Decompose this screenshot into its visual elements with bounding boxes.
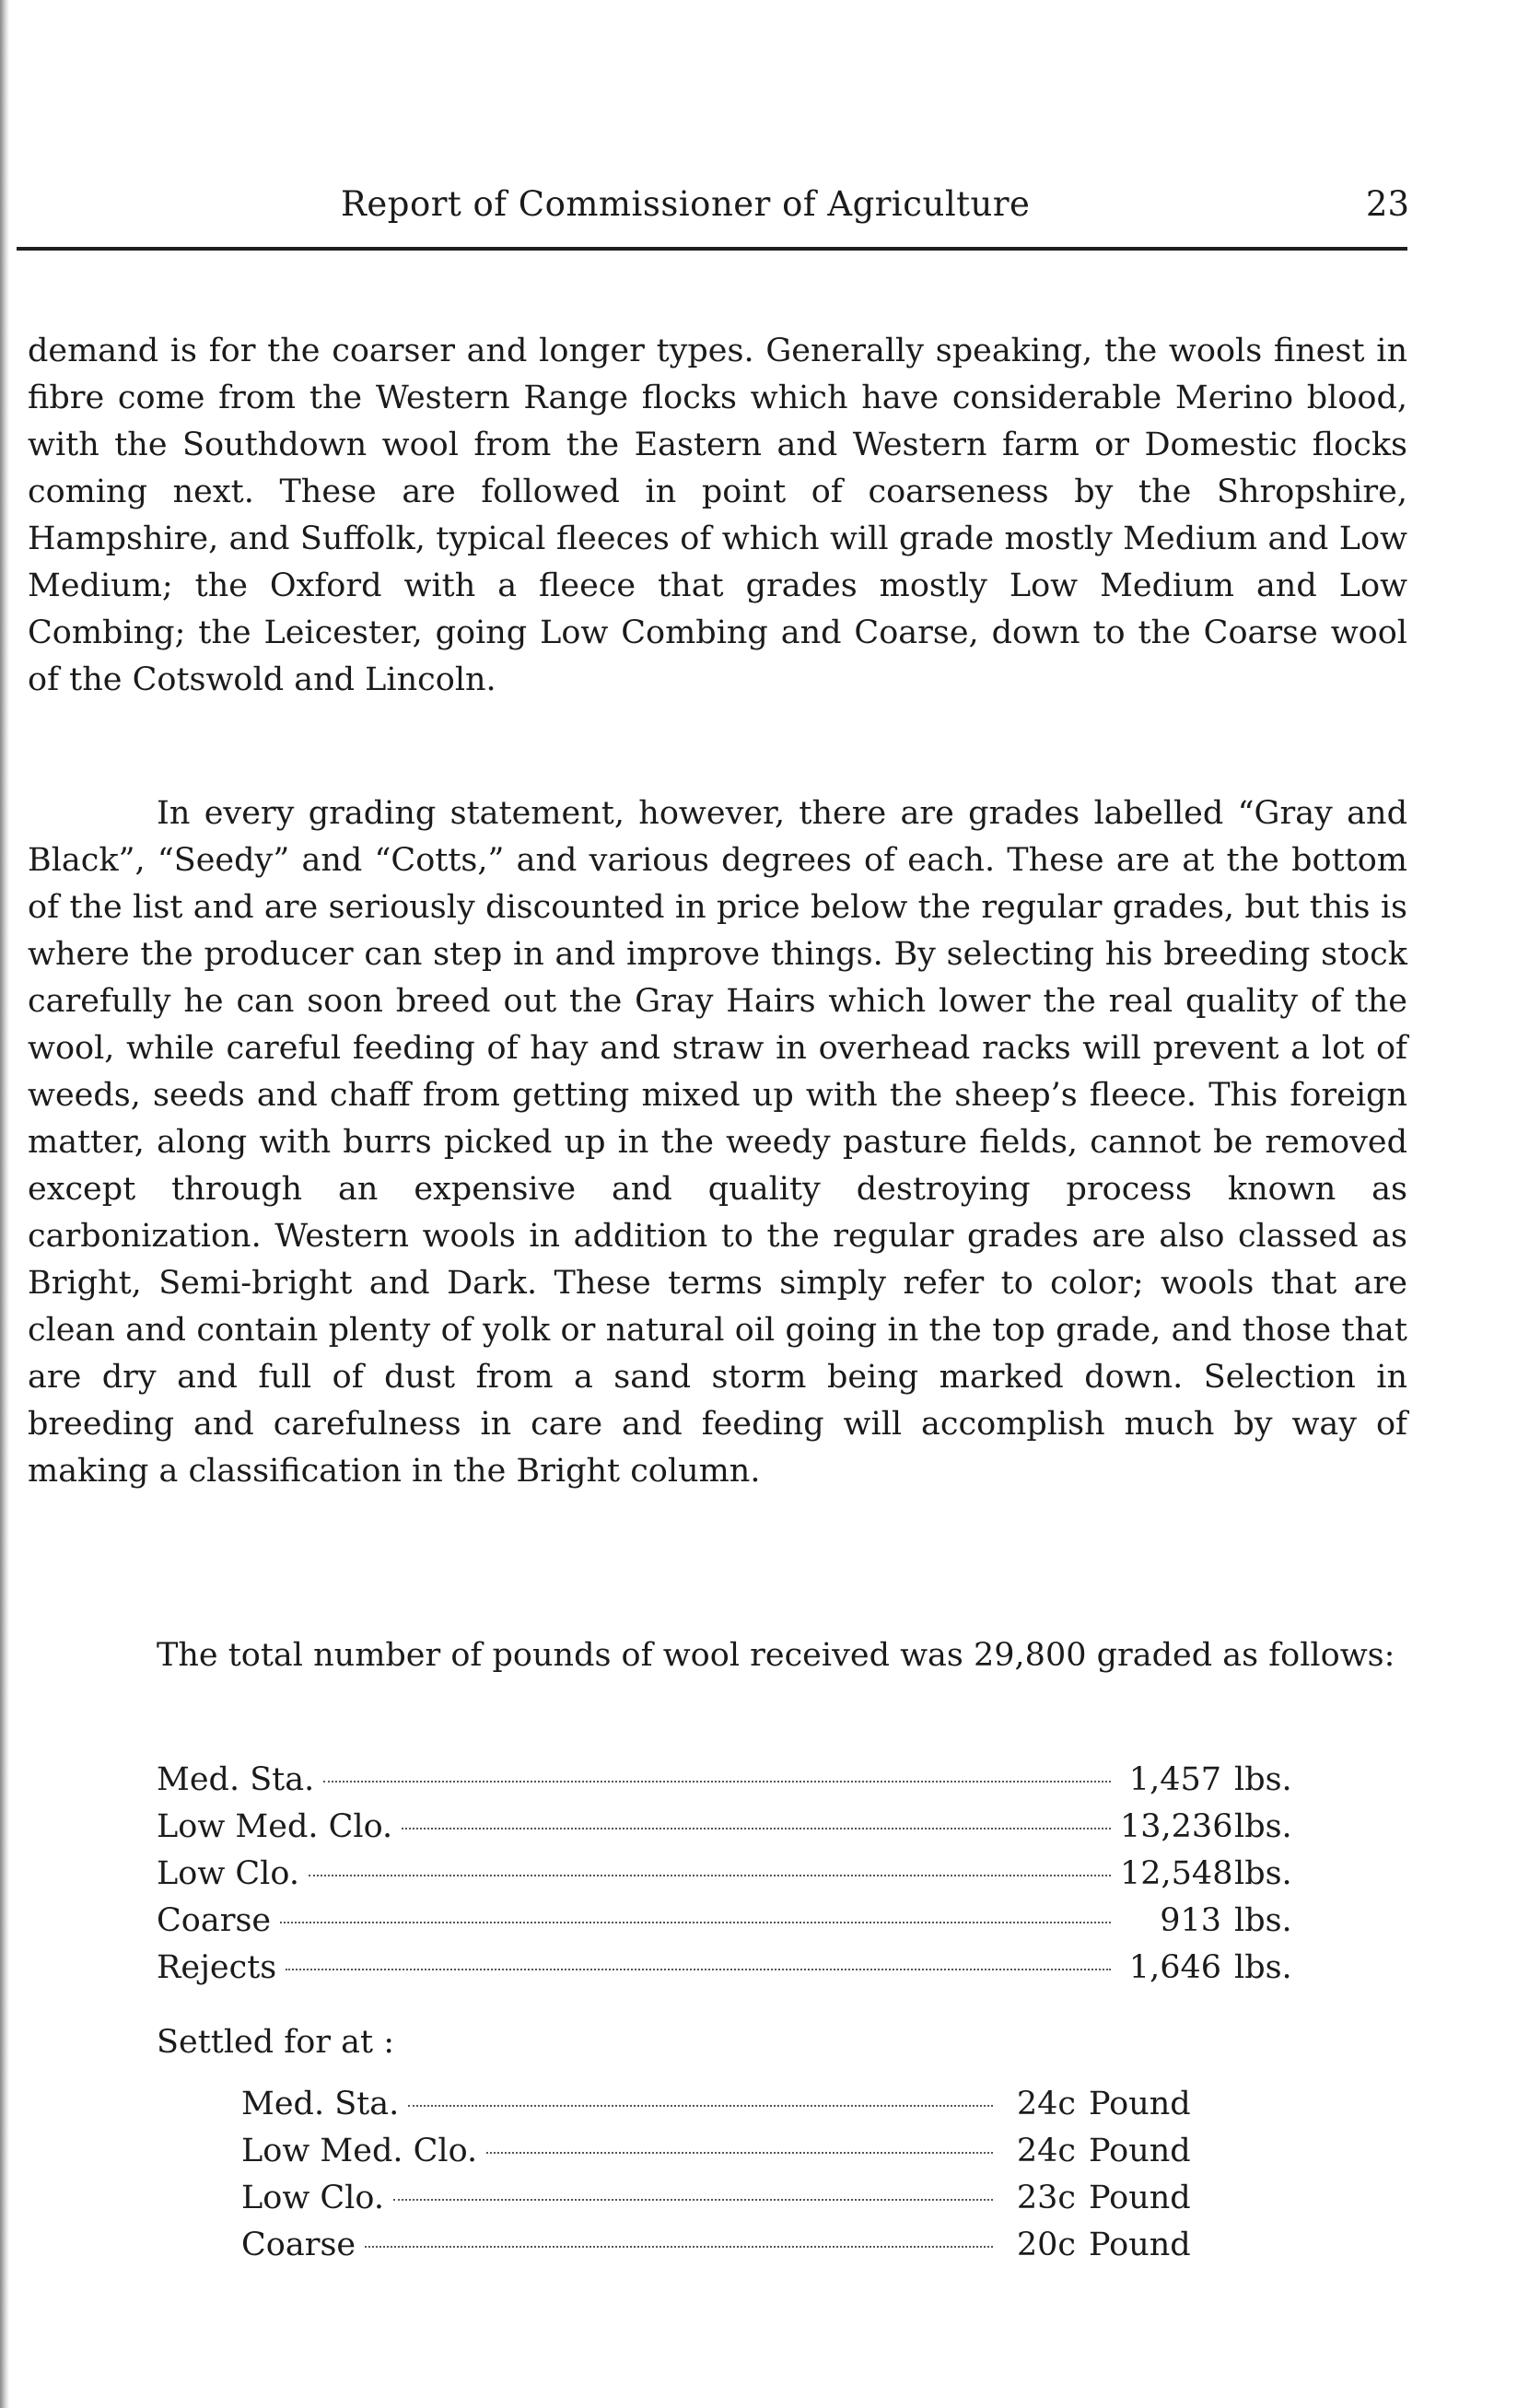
grade-label: Low Clo. bbox=[157, 1855, 299, 1892]
running-header bbox=[341, 184, 1409, 240]
price-label: Med. Sta. bbox=[241, 2086, 400, 2122]
dot-leader bbox=[408, 2105, 993, 2107]
paragraph-grading: In every grading statement, however, there are grades labelled “Gray and Black”, “Seedy” and “Cotts,” and various degrees of each. These are at the bottom of the list and are seriously discounted in price below the regular grades, but this is where the producer can step in and improve things. By selecting his breeding stock carefully he can soon breed out the Gray Hairs which lower the real quality of the wool, while careful feeding of hay and straw in overhead racks will prevent a lot of weeds, seeds and chaff from getting mixed up with the sheep’s fleece. This foreign matter, along with burrs picked up in the weedy pasture fields, cannot be removed except through an expensive and quality destroying process known as carbonization. Western wools in addition to the regular grades are also classed as Bright, Semi-bright and Dark. These terms simply refer to color; wools that are clean and contain plenty of yolk or natural oil going in the top grade, and those that are dry and full of dust from a sand storm being marked down. Selection in breeding and carefulness in care and feeding will accomplish much by way of making a classification in the Bright column. bbox=[28, 795, 1407, 1490]
grade-unit: lbs. bbox=[1234, 1761, 1292, 1798]
dot-leader bbox=[365, 2246, 993, 2248]
grade-row bbox=[157, 1898, 1299, 1944]
dot-leader bbox=[402, 1828, 1111, 1829]
dot-leader bbox=[323, 1781, 1111, 1783]
page-number: 23 bbox=[1365, 184, 1409, 224]
price-unit: Pound bbox=[1089, 2086, 1191, 2122]
grade-unit: lbs. bbox=[1234, 1855, 1292, 1892]
price-unit: Pound bbox=[1089, 2227, 1191, 2263]
paragraph-total: The total number of pounds of wool received was 29,800 graded as follows: bbox=[157, 1637, 1395, 1674]
price-row bbox=[241, 2081, 1208, 2127]
grade-unit: lbs. bbox=[1234, 1949, 1292, 1986]
dot-leader bbox=[393, 2199, 993, 2201]
grade-row bbox=[157, 1945, 1299, 1991]
grade-value: 13,236 bbox=[1120, 1808, 1233, 1845]
dot-leader bbox=[486, 2152, 993, 2154]
price-row bbox=[241, 2175, 1208, 2221]
settled-heading: Settled for at : bbox=[157, 2024, 394, 2061]
grade-value: 12,548 bbox=[1120, 1855, 1233, 1892]
price-value: 24c bbox=[1016, 2133, 1076, 2169]
header-rule bbox=[17, 247, 1407, 251]
dot-leader bbox=[286, 1969, 1111, 1970]
grade-value: 1,646 bbox=[1128, 1949, 1221, 1986]
grade-unit: lbs. bbox=[1234, 1808, 1292, 1845]
grade-label: Low Med. Clo. bbox=[157, 1808, 393, 1845]
price-row bbox=[241, 2128, 1208, 2174]
grade-unit: lbs. bbox=[1234, 1902, 1292, 1939]
grade-row bbox=[157, 1804, 1299, 1850]
price-unit: Pound bbox=[1089, 2133, 1191, 2169]
price-row bbox=[241, 2222, 1208, 2268]
price-label: Low Clo. bbox=[241, 2180, 384, 2216]
grade-value: 1,457 bbox=[1128, 1761, 1221, 1798]
price-value: 20c bbox=[1016, 2227, 1076, 2263]
grade-label: Coarse bbox=[157, 1902, 272, 1939]
price-unit: Pound bbox=[1089, 2180, 1191, 2216]
price-label: Low Med. Clo. bbox=[241, 2133, 478, 2169]
price-value: 23c bbox=[1016, 2180, 1076, 2216]
price-value: 24c bbox=[1016, 2086, 1076, 2122]
grade-row bbox=[157, 1757, 1299, 1803]
scan-edge-shadow bbox=[0, 0, 9, 2408]
price-label: Coarse bbox=[241, 2227, 356, 2263]
header-title: Report of Commissioner of Agriculture bbox=[341, 184, 1031, 224]
grade-value: 913 bbox=[1160, 1902, 1221, 1939]
dot-leader bbox=[280, 1922, 1111, 1923]
grade-row bbox=[157, 1851, 1299, 1897]
grade-label: Rejects bbox=[157, 1949, 277, 1986]
paragraph-wool-types: demand is for the coarser and longer types. Generally speaking, the wools finest in fibre come from the Western Range flocks which have considerable Merino blood, with the Southdown wool from the Eastern and Western farm or Domestic flocks coming next. These are followed in point of coarseness by the Shropshire, Hampshire, and Suffolk, typical fleeces of which will grade mostly Medium and Low Medium; the Oxford with a fleece that grades mostly Low Medium and Low Combing; the Leicester, going Low Combing and Coarse, down to the Coarse wool of the Cotswold and Lincoln. bbox=[28, 333, 1407, 698]
grade-label: Med. Sta. bbox=[157, 1761, 315, 1798]
dot-leader bbox=[309, 1875, 1111, 1876]
